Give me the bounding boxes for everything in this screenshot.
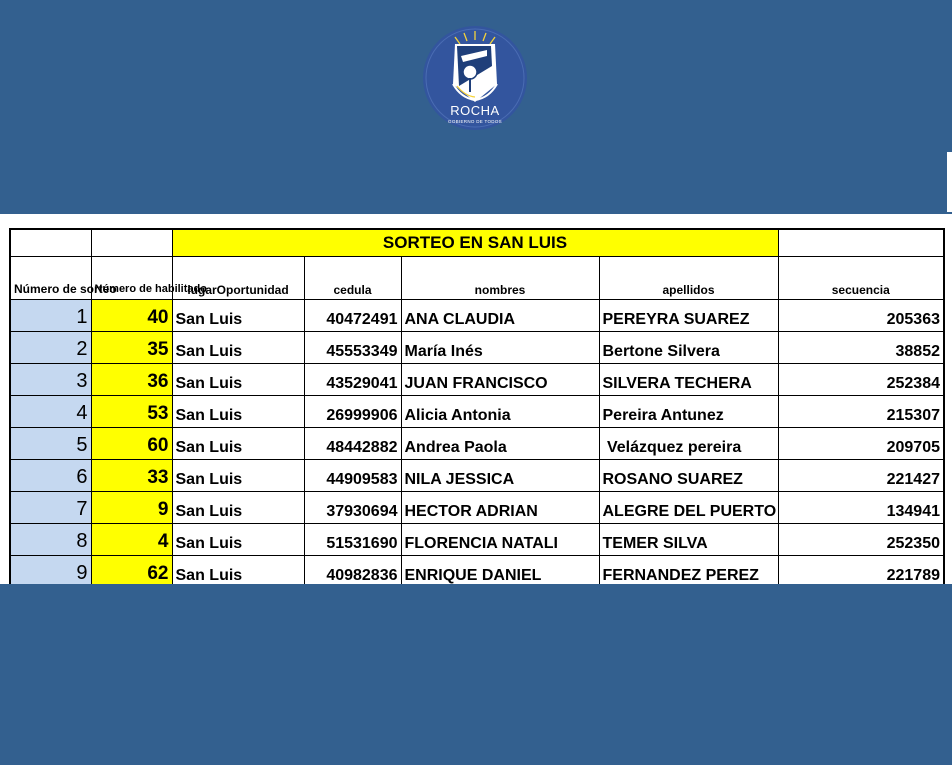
cell-sorteo: 3 xyxy=(10,364,91,396)
blank-cell xyxy=(778,229,944,257)
cell-apellidos: SILVERA TECHERA xyxy=(599,364,778,396)
header-apellidos: apellidos xyxy=(599,257,778,300)
cell-habilitado: 33 xyxy=(91,460,172,492)
cell-nombres: Alicia Antonia xyxy=(401,396,599,428)
cell-nombres: ANA CLAUDIA xyxy=(401,300,599,332)
cell-lugar: San Luis xyxy=(172,332,304,364)
cell-habilitado: 9 xyxy=(91,492,172,524)
table-title: SORTEO EN SAN LUIS xyxy=(172,229,778,257)
cell-nombres: FLORENCIA NATALI xyxy=(401,524,599,556)
cell-secuencia: 205363 xyxy=(778,300,944,332)
cell-cedula: 37930694 xyxy=(304,492,401,524)
page-fold xyxy=(947,152,952,212)
cell-sorteo: 4 xyxy=(10,396,91,428)
table-row xyxy=(10,492,944,524)
cell-cedula: 45553349 xyxy=(304,332,401,364)
table-row xyxy=(10,300,944,332)
header-row xyxy=(10,257,944,300)
cell-cedula: 40472491 xyxy=(304,300,401,332)
cell-apellidos: PEREYRA SUAREZ xyxy=(599,300,778,332)
cell-nombres: HECTOR ADRIAN xyxy=(401,492,599,524)
cell-apellidos: ALEGRE DEL PUERTO xyxy=(599,492,778,524)
cell-secuencia: 252350 xyxy=(778,524,944,556)
rocha-logo xyxy=(421,26,529,130)
cell-lugar: San Luis xyxy=(172,460,304,492)
header-nombres: nombres xyxy=(401,257,599,300)
cell-apellidos: Pereira Antunez xyxy=(599,396,778,428)
cell-cedula: 48442882 xyxy=(304,428,401,460)
cell-apellidos: ROSANO SUAREZ xyxy=(599,460,778,492)
cell-secuencia: 221427 xyxy=(778,460,944,492)
cell-sorteo: 2 xyxy=(10,332,91,364)
header-habilitado: Número de habilitado xyxy=(91,257,172,300)
cell-lugar: San Luis xyxy=(172,396,304,428)
table-row xyxy=(10,364,944,396)
title-row xyxy=(10,229,944,257)
header-secuencia: secuencia xyxy=(778,257,944,300)
cell-lugar: San Luis xyxy=(172,300,304,332)
cell-lugar: San Luis xyxy=(172,556,304,589)
lottery-table xyxy=(9,228,945,589)
cell-nombres: NILA JESSICA xyxy=(401,460,599,492)
cell-habilitado: 4 xyxy=(91,524,172,556)
cell-lugar: San Luis xyxy=(172,364,304,396)
table-row xyxy=(10,460,944,492)
cell-secuencia: 209705 xyxy=(778,428,944,460)
cell-apellidos: Bertone Silvera xyxy=(599,332,778,364)
cell-secuencia: 252384 xyxy=(778,364,944,396)
cell-apellidos: FERNANDEZ PEREZ xyxy=(599,556,778,589)
cell-secuencia: 134941 xyxy=(778,492,944,524)
table-row xyxy=(10,396,944,428)
cell-habilitado: 36 xyxy=(91,364,172,396)
cell-cedula: 40982836 xyxy=(304,556,401,589)
cell-habilitado: 35 xyxy=(91,332,172,364)
cell-sorteo: 7 xyxy=(10,492,91,524)
cell-nombres: JUAN FRANCISCO xyxy=(401,364,599,396)
cell-sorteo: 9 xyxy=(10,556,91,589)
logo-tagline: GOBIERNO DE TODOS xyxy=(448,119,502,124)
cell-habilitado: 60 xyxy=(91,428,172,460)
cell-nombres: María Inés xyxy=(401,332,599,364)
cell-secuencia: 221789 xyxy=(778,556,944,589)
cell-nombres: ENRIQUE DANIEL xyxy=(401,556,599,589)
cell-secuencia: 38852 xyxy=(778,332,944,364)
cell-habilitado: 62 xyxy=(91,556,172,589)
header-lugar: lugarOportunidad xyxy=(172,257,304,300)
blank-cell xyxy=(10,229,91,257)
table-row xyxy=(10,428,944,460)
cell-lugar: San Luis xyxy=(172,428,304,460)
table-row xyxy=(10,524,944,556)
cell-secuencia: 215307 xyxy=(778,396,944,428)
cell-habilitado: 40 xyxy=(91,300,172,332)
cell-lugar: San Luis xyxy=(172,492,304,524)
blank-cell xyxy=(91,229,172,257)
cell-nombres: Andrea Paola xyxy=(401,428,599,460)
cell-cedula: 26999906 xyxy=(304,396,401,428)
cell-apellidos: TEMER SILVA xyxy=(599,524,778,556)
footer-band xyxy=(0,584,952,765)
table-row xyxy=(10,332,944,364)
header-sorteo: Número de sorteo xyxy=(10,257,91,300)
cell-sorteo: 1 xyxy=(10,300,91,332)
cell-cedula: 43529041 xyxy=(304,364,401,396)
cell-cedula: 44909583 xyxy=(304,460,401,492)
cell-sorteo: 6 xyxy=(10,460,91,492)
cell-sorteo: 5 xyxy=(10,428,91,460)
header-cedula: cedula xyxy=(304,257,401,300)
cell-cedula: 51531690 xyxy=(304,524,401,556)
cell-sorteo: 8 xyxy=(10,524,91,556)
cell-habilitado: 53 xyxy=(91,396,172,428)
cell-apellidos: Velázquez pereira xyxy=(599,428,778,460)
logo-name: ROCHA xyxy=(450,103,500,118)
cell-lugar: San Luis xyxy=(172,524,304,556)
